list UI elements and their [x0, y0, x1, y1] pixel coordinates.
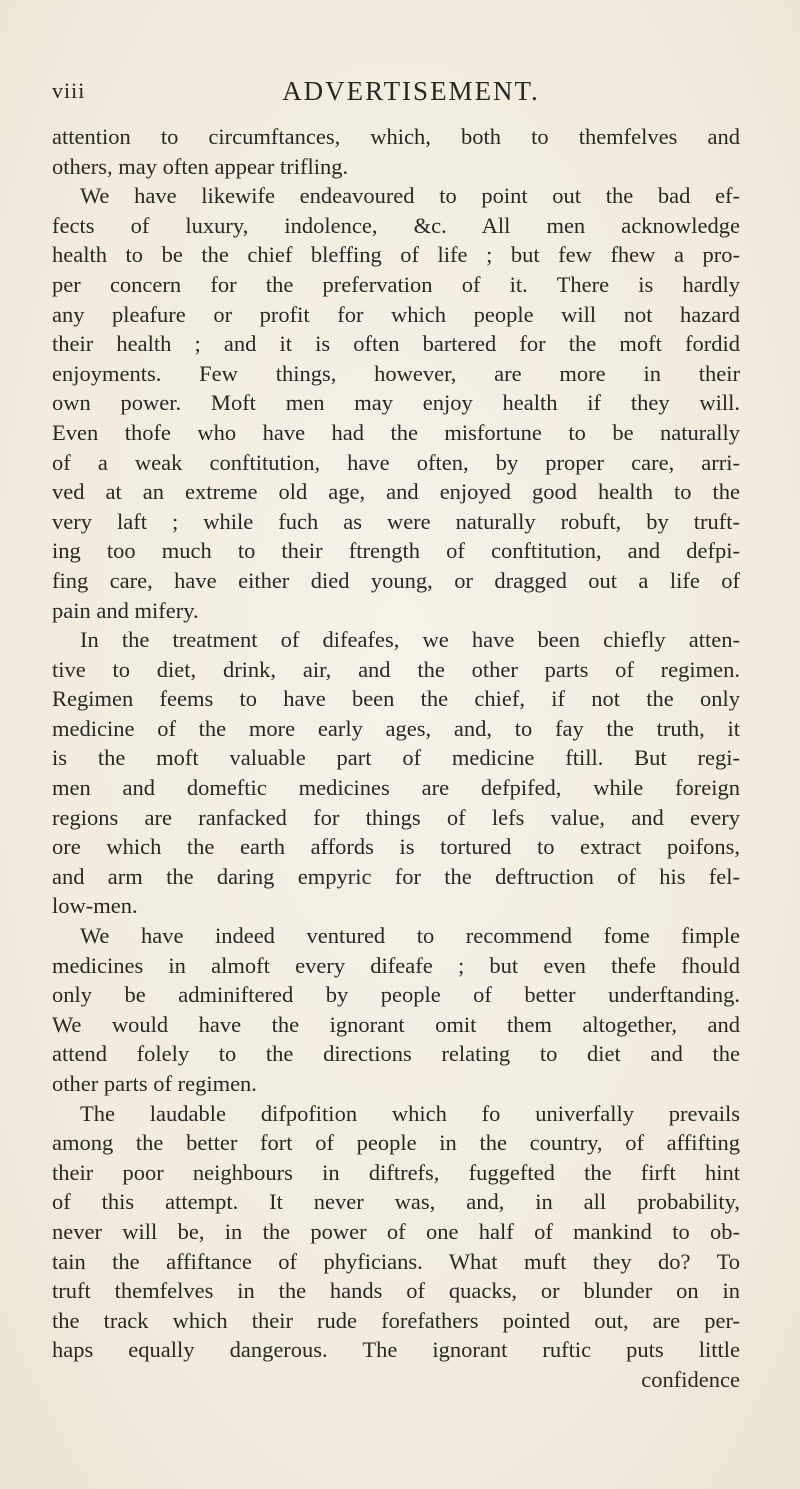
text-line: ing too much to their ftrength of conftitution, and defpi-	[52, 538, 740, 564]
text-line: and arm the daring empyric for the deftruction of his fel-	[52, 863, 740, 889]
page-header	[52, 78, 740, 112]
body-text	[52, 122, 740, 1395]
text-line: attend folely to the directions relating to diet and the	[52, 1041, 740, 1067]
text-line: Regimen feems to have been the chief, if not the only	[52, 686, 740, 712]
text-line: tain the affiftance of phyficians. What muft they do? To	[52, 1248, 740, 1274]
text-line: men and domeftic medicines are defpifed, while foreign	[52, 775, 740, 801]
text-line: health to be the chief bleffing of life ; but few fhew a pro-	[52, 242, 740, 268]
text-line: enjoyments. Few things, however, are more in their	[52, 360, 740, 386]
text-line: is the moft valuable part of medicine ftill. But regi-	[52, 745, 740, 771]
text-line: per concern for the prefervation of it. There is hardly	[52, 271, 740, 297]
text-line: medicine of the more early ages, and, to fay the truth, it	[52, 715, 740, 741]
text-line: We have indeed ventured to recommend fome fimple	[80, 923, 740, 949]
text-line: Even thofe who have had the misfortune to be naturally	[52, 419, 740, 445]
text-line: regions are ranfacked for things of lefs value, and every	[52, 804, 740, 830]
text-line: We have likewife endeavoured to point out the bad ef-	[80, 183, 740, 209]
text-line: their health ; and it is often bartered for the moft fordid	[52, 331, 740, 357]
text-line: others, may often appear trifling.	[52, 153, 349, 179]
page-number: viii	[52, 78, 86, 103]
text-line: We would have the ignorant omit them altogether, and	[52, 1011, 740, 1037]
text-line: only be adminiftered by people of better underftanding.	[52, 982, 740, 1008]
text-line: ore which the earth affords is tortured to extract poifons,	[52, 834, 740, 860]
text-line: haps equally dangerous. The ignorant ruftic puts little	[52, 1337, 740, 1363]
text-line: fects of luxury, indolence, &c. All men acknowledge	[52, 212, 740, 238]
text-line: of this attempt. It never was, and, in all probability,	[52, 1189, 740, 1215]
text-line: truft themfelves in the hands of quacks, or blunder on in	[52, 1278, 740, 1304]
text-line: In the treatment of difeafes, we have been chiefly atten-	[80, 627, 740, 653]
text-line: very laft ; while fuch as were naturally robuft, by truft-	[52, 508, 740, 534]
text-line: The laudable difpofition which fo univerfally prevails	[80, 1100, 740, 1126]
text-line: own power. Moft men may enjoy health if they will.	[52, 390, 740, 416]
text-line: among the better fort of people in the country, of affifting	[52, 1130, 740, 1156]
text-line: any pleafure or profit for which people will not hazard	[52, 301, 740, 327]
text-line: their poor neighbours in diftrefs, fuggefted the firft hint	[52, 1159, 740, 1185]
text-line: other parts of regimen.	[52, 1071, 257, 1096]
text-line: tive to diet, drink, air, and the other parts of regimen.	[52, 656, 740, 682]
text-line: pain and mifery.	[52, 597, 199, 623]
text-line: medicines in almoft every difeafe ; but even thefe fhould	[52, 952, 740, 978]
running-title: ADVERTISEMENT.	[282, 76, 540, 106]
text-line: attention to circumftances, which, both to themfelves and	[52, 124, 740, 149]
text-line: of a weak conftitution, have often, by proper care, arri-	[52, 449, 740, 475]
catchword: confidence	[641, 1366, 740, 1392]
text-line: never will be, in the power of one half of mankind to ob-	[52, 1218, 740, 1244]
text-line: ved at an extreme old age, and enjoyed good health to the	[52, 479, 740, 505]
text-line: the track which their rude forefathers pointed out, are per-	[52, 1307, 740, 1333]
text-line: low-men.	[52, 893, 138, 919]
text-line: fing care, have either died young, or dragged out a life of	[52, 567, 740, 593]
